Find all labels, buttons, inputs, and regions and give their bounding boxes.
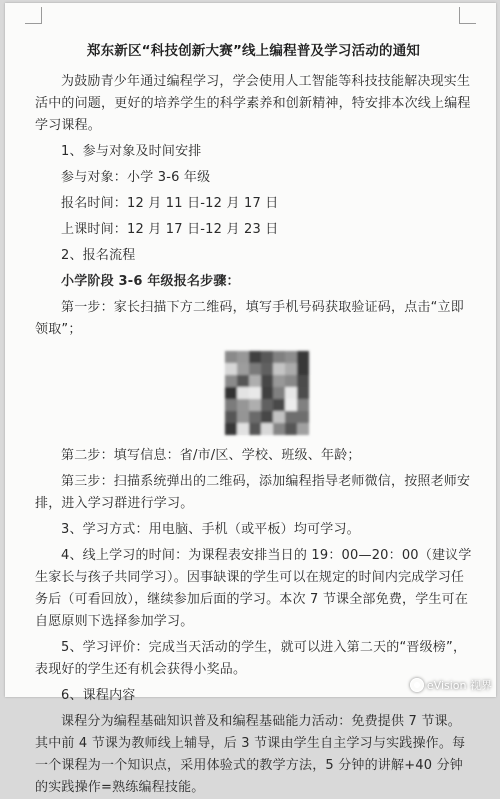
qr-mosaic-cell (261, 351, 273, 363)
qr-mosaic-cell (237, 411, 249, 423)
qr-code-blurred (225, 351, 309, 435)
step-3: 第三步：扫描系统弹出的二维码，添加编程指导老师微信，按照老师安排，进入学习群进行学习。 (35, 474, 471, 511)
qr-mosaic-cell (237, 351, 249, 363)
qr-mosaic-cell (225, 423, 237, 435)
qr-mosaic-cell (225, 399, 237, 411)
target-audience: 参与对象：小学 3-6 年级 (61, 170, 211, 185)
qr-mosaic-cell (297, 363, 309, 375)
qr-mosaic-cell (249, 411, 261, 423)
qr-code-image (225, 351, 309, 435)
qr-mosaic-cell (261, 363, 273, 375)
qr-mosaic-cell (225, 363, 237, 375)
crop-mark-top-right (459, 7, 476, 24)
intro-paragraph: 为鼓励青少年通过编程学习，学会使用人工智能等科技技能解决现实生活中的问题，更好的培养学生的科学素养和创新精神，特安排本次线上编程学习课程。 (35, 74, 471, 133)
qr-mosaic-cell (237, 363, 249, 375)
signup-time: 报名时间：12 月 11 日-12 月 17 日 (61, 196, 279, 211)
qr-mosaic-cell (297, 351, 309, 363)
qr-mosaic-cell (249, 363, 261, 375)
qr-mosaic-cell (285, 387, 297, 399)
signup-steps-heading: 小学阶段 3-6 年级报名步骤： (61, 274, 240, 289)
section-4-study-time: 4、线上学习的时间：为课程表安排当日的 19：00—20：00（建议学生家长与孩子共同学习）。因事缺课的学生可以在规定的时间内完成学习任务后（可看回放），继续参加后面的学习。本次 7 节课全部免费，学生可在自愿原则下选择参加学习。 (35, 548, 472, 629)
section-6-heading: 6、课程内容 (61, 688, 136, 703)
qr-mosaic-cell (237, 375, 249, 387)
document-content (35, 39, 472, 799)
qr-mosaic-cell (285, 375, 297, 387)
section-6-body: 课程分为编程基础知识普及和编程基础能力活动：免费提供 7 节课。其中前 4 节课为教师线上辅导，后 3 节课由学生自主学习与实践操作。每一个课程为一个知识点，采用体验式的教学方法，5 分钟的讲解+40 分钟的实践操作=熟练编程技能。 (35, 714, 466, 795)
qr-mosaic-cell (297, 375, 309, 387)
qr-mosaic-cell (225, 411, 237, 423)
qr-mosaic-cell (285, 399, 297, 411)
qr-mosaic-cell (225, 351, 237, 363)
section-5-evaluation: 5、学习评价：完成当天活动的学生，就可以进入第二天的“晋级榜”，表现好的学生还有机会获得小奖品。 (35, 640, 467, 677)
qr-mosaic-cell (261, 411, 273, 423)
qr-mosaic-cell (261, 423, 273, 435)
qr-mosaic-cell (237, 423, 249, 435)
crop-mark-top-left (25, 7, 42, 24)
qr-mosaic-cell (261, 387, 273, 399)
watermark-text: eVision 视界 (426, 679, 492, 692)
qr-mosaic-cell (249, 423, 261, 435)
qr-mosaic-cell (297, 423, 309, 435)
qr-mosaic-cell (285, 363, 297, 375)
qr-mosaic-cell (273, 363, 285, 375)
qr-mosaic-cell (297, 387, 309, 399)
qr-mosaic-cell (273, 423, 285, 435)
qr-mosaic-cell (261, 375, 273, 387)
section-3-study-method: 3、学习方式：用电脑、手机（或平板）均可学习。 (61, 522, 360, 537)
class-time: 上课时间：12 月 17 日-12 月 23 日 (61, 222, 279, 237)
section-2-heading: 2、报名流程 (61, 248, 136, 263)
qr-mosaic-cell (249, 375, 261, 387)
evision-logo-icon (410, 678, 424, 692)
qr-mosaic-cell (273, 351, 285, 363)
section-1-heading: 1、参与对象及时间安排 (61, 144, 202, 159)
step-1: 第一步：家长扫描下方二维码，填写手机号码获取验证码，点击“立即领取”； (35, 300, 464, 337)
qr-mosaic-cell (285, 351, 297, 363)
qr-mosaic-cell (237, 387, 249, 399)
qr-mosaic-cell (249, 351, 261, 363)
step-2: 第二步：填写信息：省/市/区、学校、班级、年龄； (61, 448, 361, 463)
qr-mosaic-cell (261, 399, 273, 411)
qr-mosaic-cell (225, 375, 237, 387)
qr-mosaic-cell (273, 375, 285, 387)
document-page (5, 3, 496, 795)
qr-mosaic-cell (273, 411, 285, 423)
document-title: 郑东新区“科技创新大赛”线上编程普及学习活动的通知 (86, 43, 421, 59)
qr-mosaic-cell (285, 411, 297, 423)
qr-mosaic-cell (273, 399, 285, 411)
qr-mosaic-cell (237, 399, 249, 411)
qr-mosaic-cell (249, 387, 261, 399)
qr-mosaic-cell (249, 399, 261, 411)
qr-mosaic-cell (225, 387, 237, 399)
qr-mosaic-cell (273, 387, 285, 399)
qr-mosaic-cell (297, 411, 309, 423)
watermark (410, 677, 492, 693)
qr-mosaic-cell (297, 399, 309, 411)
qr-mosaic-cell (285, 423, 297, 435)
